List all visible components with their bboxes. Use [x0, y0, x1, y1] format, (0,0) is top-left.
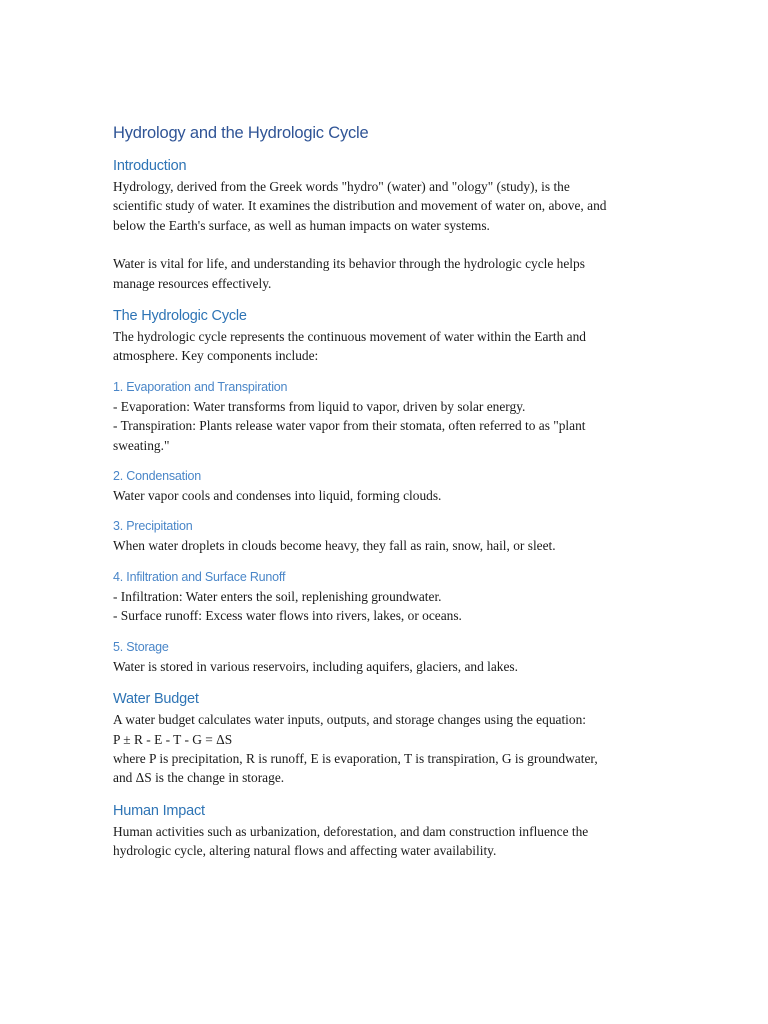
- paragraph-gap: [113, 235, 653, 254]
- storage-text: Water is stored in various reservoirs, including aquifers, glaciers, and lakes.: [113, 658, 518, 674]
- evaporation-text: - Evaporation: Water transforms from liquid to vapor, driven by solar energy. - Transpiration: Plants release water vapor from their stomata, often referred to as "plant sweating.": [113, 398, 586, 453]
- evaporation-heading: 1. Evaporation and Transpiration: [113, 379, 288, 394]
- human-impact-text: Human activities such as urbanization, deforestation, and dam construction influence the hydrologic cycle, altering natural flows and affecting water availability.: [113, 823, 589, 859]
- infiltration-heading: 4. Infiltration and Surface Runoff: [113, 569, 286, 584]
- storage-heading: 5. Storage: [113, 639, 169, 654]
- human-impact-heading: Human Impact: [113, 802, 205, 819]
- introduction-heading: Introduction: [113, 158, 187, 174]
- water-budget-text: A water budget calculates water inputs, outputs, and storage changes using the equation: P ± R - E - T - G = ΔS where P is precipitation, R is runoff, E is evaporation, T is transpiration, G is groundwater, and ΔS is the change in storage.: [113, 712, 598, 786]
- condensation-text: Water vapor cools and condenses into liquid, forming clouds.: [113, 488, 442, 504]
- document-title: Hydrology and the Hydrologic Cycle: [113, 124, 369, 142]
- hydrologic-cycle-intro: The hydrologic cycle represents the continuous movement of water within the Earth and atmosphere. Key components include:: [113, 329, 586, 364]
- water-budget-heading: Water Budget: [113, 691, 199, 708]
- infiltration-text: - Infiltration: Water enters the soil, replenishing groundwater. - Surface runoff: Excess water flows into rivers, lakes, or oceans.: [113, 588, 462, 624]
- condensation-heading: 2. Condensation: [113, 469, 202, 484]
- precipitation-text: When water droplets in clouds become heavy, they fall as rain, snow, hail, or sleet.: [113, 538, 556, 554]
- introduction-paragraph-1: Hydrology, derived from the Greek words "hydro" (water) and "ology" (study), is the scientific study of water. It examines the distribution and movement of water on, above, and below the Earth's surface, as well as human impacts on water systems.: [113, 179, 607, 233]
- introduction-paragraph-2: Water is vital for life, and understanding its behavior through the hydrologic cycle helps manage resources effectively.: [113, 256, 585, 291]
- hydrologic-cycle-heading: The Hydrologic Cycle: [113, 308, 247, 325]
- precipitation-heading: 3. Precipitation: [113, 519, 193, 534]
- document-body: [113, 124, 653, 861]
